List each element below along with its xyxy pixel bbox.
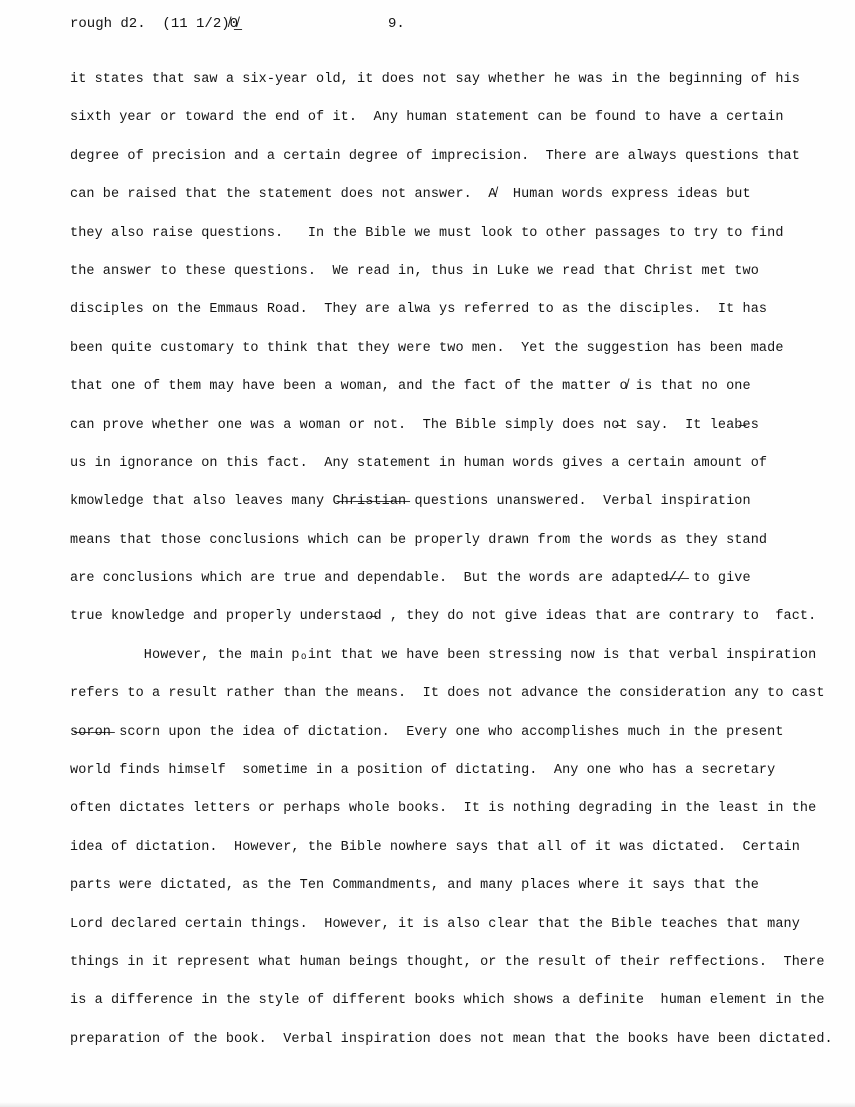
- text-line: parts were dictated, as the Ten Commandments, and many places where it says that the: [70, 878, 759, 894]
- text-line: s̶o̶r̶o̶n̶ scorn upon the idea of dictation. Every one who accomplishes much in the present: [70, 724, 784, 740]
- text-line: the answer to these questions. We read in, thus in Luke we read that Christ met two: [70, 263, 759, 279]
- text-line: refers to a result rather than the means. It does not advance the consideration any to cast: [70, 686, 825, 702]
- text-line: often dictates letters or perhaps whole books. It is nothing degrading in the least in the: [70, 801, 817, 817]
- text-line: true knowledge and properly understao̶d , they do not give ideas that are contrary to fact.: [70, 609, 817, 625]
- text-line: degree of precision and a certain degree of imprecision. There are always questions that: [70, 148, 800, 164]
- text-line: it states that saw a six-year old, it does not say whether he was in the beginning of his: [70, 72, 800, 87]
- text-line: are conclusions which are true and dependable. But the words are adapted̶/̶/̶ to give: [70, 571, 751, 587]
- text-line: world finds himself sometime in a position of dictating. Any one who has a secretary: [70, 763, 776, 779]
- draft-label: rough d2. (11 1/2)̸0̸̲: [70, 16, 239, 32]
- manuscript-body: [70, 72, 845, 1070]
- text-line: means that those conclusions which can be properly drawn from the words as they stand: [70, 532, 768, 548]
- text-line: that one of them may have been a woman, and the fact of the matter o̸ is that no one: [70, 379, 751, 395]
- text-line: idea of dictation. However, the Bible nowhere says that all of it was dictated. Certain: [70, 839, 800, 855]
- page-number: 9.: [388, 16, 405, 32]
- text-line: is a difference in the style of different books which shows a definite human element in the: [70, 993, 825, 1009]
- text-line: things in it represent what human beings thought, or the result of their reffections. There: [70, 954, 825, 970]
- text-line: However, the main pₒint that we have been stressing now is that verbal inspiration: [70, 647, 817, 663]
- text-line: can be raised that the statement does not answer. A̸ Human words express ideas but: [70, 187, 751, 203]
- text-line: Lord declared certain things. However, it is also clear that the Bible teaches that many: [70, 916, 800, 932]
- text-line: us in ignorance on this fact. Any statement in human words gives a certain amount of: [70, 455, 768, 471]
- text-line: preparation of the book. Verbal inspiration does not mean that the books have been dictated.: [70, 1031, 833, 1047]
- text-line: been quite customary to think that they were two men. Yet the suggestion has been made: [70, 340, 784, 356]
- page-header: [70, 16, 815, 40]
- text-line: can prove whether one was a woman or not. The Bible simply does no̶t say. It leab̶es: [70, 417, 759, 433]
- text-line: sixth year or toward the end of it. Any human statement can be found to have a certain: [70, 110, 784, 126]
- text-line: kmowledge that also leaves many C̶h̶r̶i̶s̶t̶i̶a̶n̶ questions unanswered. Verbal inspiration: [70, 494, 751, 510]
- text-line: disciples on the Emmaus Road. They are alwa ys referred to as the disciples. It has: [70, 302, 768, 318]
- text-line: they also raise questions. In the Bible we must look to other passages to try to find: [70, 225, 784, 241]
